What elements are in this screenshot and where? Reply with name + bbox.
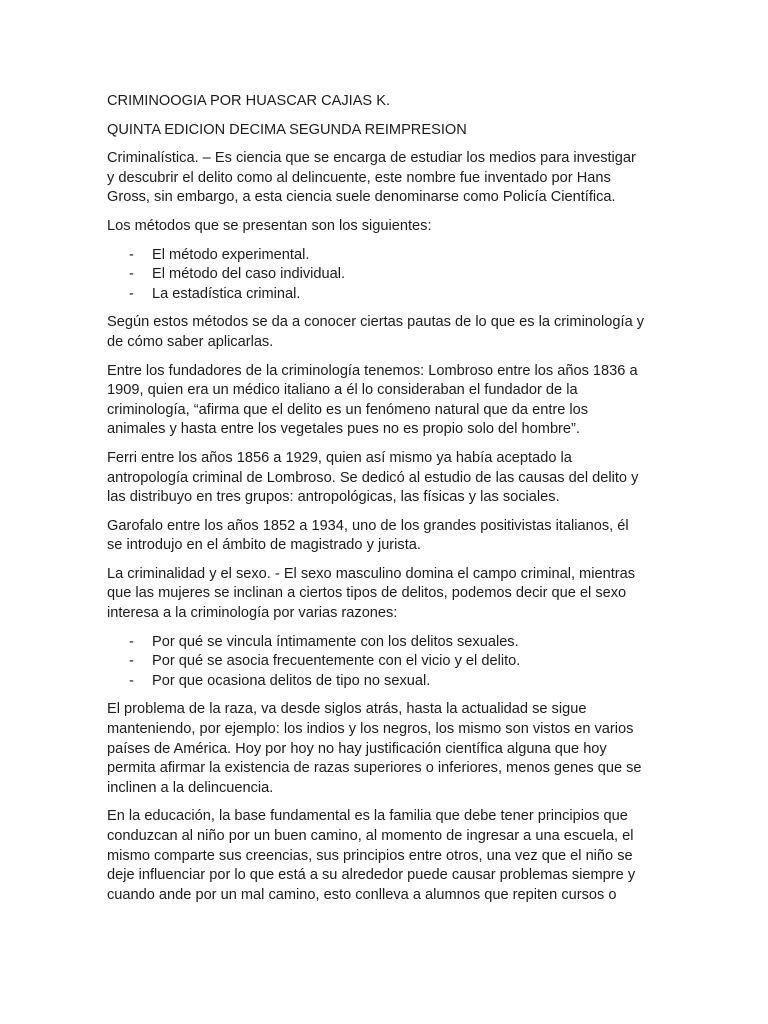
list-item-text: Por qué se asocia frecuentemente con el vicio y el delito.: [152, 653, 521, 670]
paragraph-metodos-intro: Los métodos que se presentan son los siguientes:: [107, 217, 432, 234]
text-line: interesa a la criminología por varias razones:: [107, 605, 398, 622]
text-line: deje influenciar por lo que está a su alrededor puede causar problemas siempre y: [107, 867, 636, 884]
text-line: Entre los fundadores de la criminología tenemos: Lombroso entre los años 1836 a: [107, 362, 638, 379]
list-item: [107, 652, 663, 672]
dash-bullet: -: [129, 653, 134, 670]
text-line: antropología criminal de Lombroso. Se dedicó al estudio de las causas del delito y: [107, 469, 639, 486]
list-item-text: Por que ocasiona delitos de tipo no sexual.: [152, 672, 431, 689]
text-line: Criminalística. – Es ciencia que se encarga de estudiar los medios para investigar: [107, 150, 636, 167]
list-item-text: Por qué se vincula íntimamente con los delitos sexuales.: [152, 633, 519, 650]
text-line: y descubrir el delito como al delincuente, este nombre fue inventado por Hans: [107, 169, 611, 186]
dash-bullet: -: [129, 633, 134, 650]
text-line: Gross, sin embargo, a esta ciencia suele denominarse como Policía Científica.: [107, 189, 616, 206]
dash-bullet: -: [129, 266, 134, 283]
text-line: Garofalo entre los años 1852 a 1934, uno de los grandes positivistas italianos, él: [107, 517, 629, 534]
paragraph-segun-metodos: [107, 313, 663, 352]
document-title: CRIMINOOGIA POR HUASCAR CAJIAS K.: [107, 93, 391, 109]
list-item-text: El método experimental.: [152, 246, 310, 263]
list-item-text: El método del caso individual.: [152, 266, 346, 283]
text-line: manteniendo, por ejemplo: los indios y los negros, los mismo son vistos en varios: [107, 721, 634, 738]
paragraph-lombroso: [107, 362, 663, 440]
paragraph-criminalidad-sexo: [107, 565, 663, 624]
reasons-list: [107, 633, 663, 692]
text-line: 1909, quien era un médico italiano a él lo consideraban el fundador de la: [107, 382, 578, 399]
text-line: cuando ande por un mal camino, esto conlleva a alumnos que repiten cursos o: [107, 886, 617, 903]
paragraph-garofalo: [107, 517, 663, 556]
list-item: [107, 672, 663, 692]
paragraph-educacion: [107, 807, 663, 905]
paragraph-criminalistica: [107, 149, 663, 208]
edition-line: QUINTA EDICION DECIMA SEGUNDA REIMPRESION: [107, 121, 467, 138]
dash-bullet: -: [129, 285, 134, 302]
dash-bullet: -: [129, 246, 134, 263]
dash-bullet: -: [129, 672, 134, 689]
list-item-text: La estadística criminal.: [152, 285, 301, 302]
text-line: conduzcan al niño por un buen camino, al momento de ingresar a una escuela, el: [107, 828, 634, 844]
text-line: de cómo saber aplicarlas.: [107, 333, 274, 350]
text-line: permita afirmar la existencia de razas superiores o inferiores, menos genes que se: [107, 760, 642, 777]
text-line: Según estos métodos se da a conocer ciertas pautas de lo que es la criminología y: [107, 314, 645, 331]
paragraph-raza: [107, 700, 663, 798]
text-line: animales y hasta entre los vegetales pues no es propio solo del hombre”.: [107, 421, 580, 438]
text-line: mismo comparte sus creencias, sus principios entre otros, una vez que el niño se: [107, 847, 633, 864]
methods-list: [107, 246, 663, 305]
text-line: se introdujo en el ámbito de magistrado y jurista.: [107, 537, 421, 554]
list-item: [107, 265, 663, 285]
text-line: Ferri entre los años 1856 a 1929, quien así mismo ya había aceptado la: [107, 449, 572, 466]
list-item: [107, 633, 663, 653]
text-line: que las mujeres se inclinan a ciertos tipos de delitos, podemos decir que el sexo: [107, 585, 627, 602]
document-page: [107, 92, 663, 914]
text-line: El problema de la raza, va desde siglos atrás, hasta la actualidad se sigue: [107, 701, 587, 718]
text-line: países de América. Hoy por hoy no hay justificación científica alguna que hoy: [107, 740, 607, 757]
paragraph-ferri: [107, 449, 663, 508]
text-line: las distribuyo en tres grupos: antropológicas, las físicas y las sociales.: [107, 489, 560, 506]
text-line: criminología, “afirma que el delito es un fenómeno natural que da entre los: [107, 401, 589, 418]
list-item: [107, 246, 663, 266]
text-line: La criminalidad y el sexo. - El sexo masculino domina el campo criminal, mientras: [107, 565, 636, 582]
list-item: [107, 285, 663, 305]
text-line: En la educación, la base fundamental es la familia que debe tener principios que: [107, 808, 628, 825]
text-line: inclinen a la delincuencia.: [107, 779, 274, 796]
